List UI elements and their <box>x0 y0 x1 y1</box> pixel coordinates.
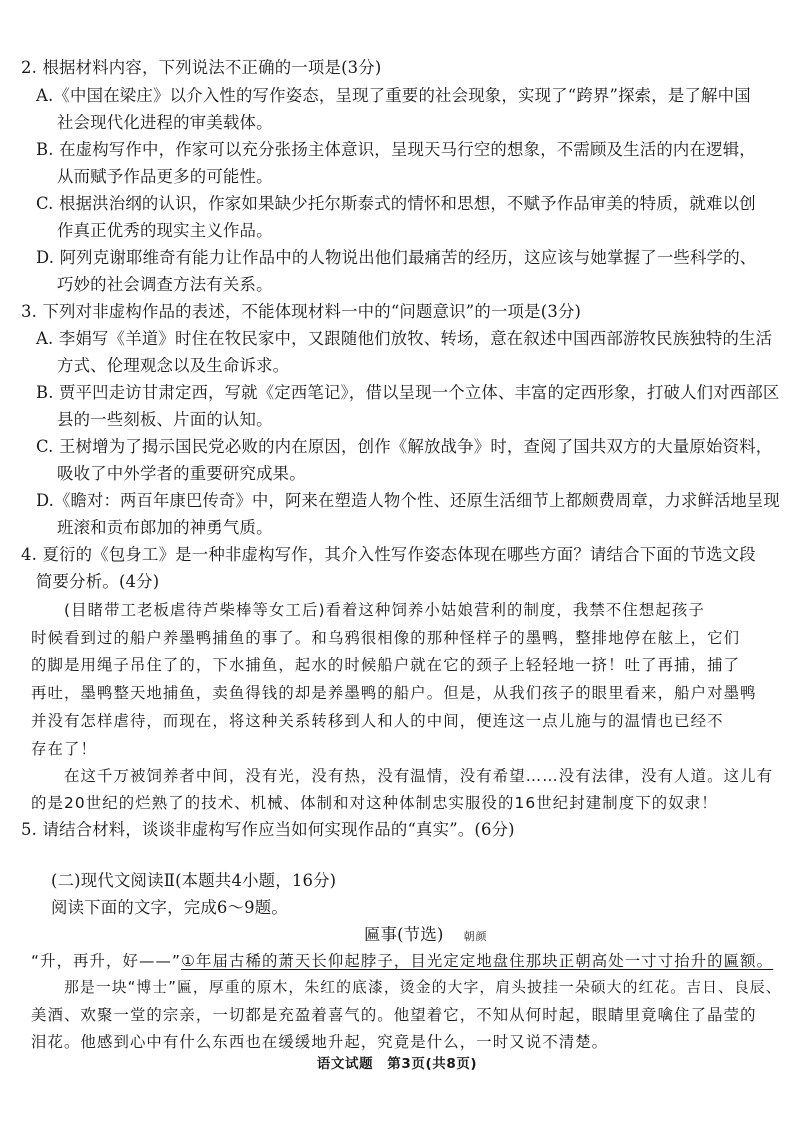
article-paragraph-line-2: 美酒、欢聚一堂的宗亲，一切都是充盈着喜气的。他望着它，不知从何时起，眼睛里竟噙住了晶莹的 <box>31 1006 757 1024</box>
excerpt-paragraph-1-line-3: 的脚是用绳子吊住了的，下水捕鱼，起水的时候船户就在它的颈子上轻轻地一挤！吐了再捕，捕了 <box>31 656 741 674</box>
article-paragraph-line-3: 泪花。他感到心中有什么东西也在缓缓地升起，究竟是什么，一时又说不清楚。 <box>31 1033 609 1051</box>
section-instruction: 阅读下面的文字，完成6～9题。 <box>51 898 288 917</box>
article-paragraph-line-1: 那是一块“博士”匾，厚重的原木，朱红的底漆，烫金的大字，肩头披挂一朵硕大的红花。吉日、良辰、 <box>64 979 782 996</box>
q3-option-a-cont: 方式、伦理观念以及生命诉求。 <box>57 356 290 375</box>
question-4-stem: 4. 夏衍的《包身工》是一种非虚构写作，其介入性写作姿态体现在哪些方面？请结合下面的节选文段 <box>21 545 756 564</box>
q2-option-b-cont: 从而赋予作品更多的可能性。 <box>57 167 273 186</box>
excerpt-paragraph-2-line-2: 的是20世纪的烂熟了的技术、机械、体制和对这种体制忠实服役的16世纪封建制度下的奴隶！ <box>31 794 718 812</box>
section-heading: (二)现代文阅读Ⅱ(本题共4小题，16分) <box>51 871 337 890</box>
q3-option-a: A. 李娟写《羊道》时住在牧民家中，又跟随他们放牧、转场，意在叙述中国西部游牧民族独特的生活 <box>36 329 773 348</box>
opening-quote: “升，再升，好——” <box>31 952 182 970</box>
q3-option-b: B. 贾平凹走访甘肃定西，写就《定西笔记》，借以呈现一个立体、丰富的定西形象，打破人们对西部区 <box>36 383 780 402</box>
article-opening-line <box>31 951 773 971</box>
article-author: 朝颜 <box>463 930 488 943</box>
article-title-line <box>364 925 488 947</box>
underlined-sentence-1: ①年届古稀的萧天长仰起脖子，目光定定地盘住那块正朝高处一寸寸抬升的匾额。 <box>181 952 774 970</box>
question-4-stem-cont: 简要分析。(4分) <box>36 572 160 591</box>
q3-option-c-cont: 吸收了中外学者的重要研究成果。 <box>57 464 306 483</box>
page-footer: 语文试题 第3页(共8页) <box>316 1056 478 1072</box>
question-2-stem: 2. 根据材料内容，下列说法不正确的一项是(3分) <box>21 58 382 77</box>
q3-option-b-cont: 县的一些刻板、片面的认知。 <box>57 410 273 429</box>
article-title: 匾事(节选) <box>364 925 444 944</box>
q2-option-c-cont: 作真正优秀的现实主义作品。 <box>57 221 273 240</box>
q3-option-d-cont: 班滚和贡布郎加的神勇气质。 <box>57 518 273 537</box>
q2-option-a-cont: 社会现代化进程的审美载体。 <box>57 113 273 132</box>
excerpt-paragraph-1-line-1: (目睹带工老板虐待芦柴棒等女工后)看着这种饲养小姑娘营利的制度，我禁不住想起孩子 <box>64 601 705 619</box>
q2-option-c: C. 根据洪治纲的认识，作家如果缺少托尔斯泰式的情怀和思想，不赋予作品审美的特质，就难以创 <box>36 194 756 213</box>
q2-option-d-cont: 巧妙的社会调查方法有关系。 <box>57 275 273 294</box>
excerpt-paragraph-1-line-5: 并没有怎样虐待，而现在，将这种关系转移到人和人的中间，便连这一点儿施与的温情也已经不 <box>31 712 724 730</box>
excerpt-paragraph-1-line-2: 时候看到过的船户养墨鸭捕鱼的事了。和乌鸦很相像的那种怪样子的墨鸭，整排地停在舷上，它们 <box>31 629 741 647</box>
q3-option-d: D.《瞻对：两百年康巴传奇》中，阿来在塑造人物个性、还原生活细节上都颇费周章，力求鲜活地呈现 <box>36 491 780 510</box>
excerpt-paragraph-1-line-4: 再吐，墨鸭整天地捕鱼，卖鱼得钱的却是养墨鸭的船户。但是，从我们孩子的眼里看来，船户对墨鸭 <box>31 684 757 702</box>
q2-option-a: A.《中国在梁庄》以介入性的写作姿态，呈现了重要的社会现象，实现了“跨界”探索，是了解中国 <box>36 86 751 105</box>
q3-option-c: C. 王树增为了揭示国民党必败的内在原因，创作《解放战争》时，查阅了国共双方的大量原始资料， <box>36 437 773 456</box>
q2-option-d: D. 阿列克谢耶维奇有能力让作品中的人物说出他们最痛苦的经历，这应该与她掌握了一些科学的、 <box>36 248 757 267</box>
excerpt-paragraph-1-line-6: 存在了！ <box>31 740 97 758</box>
excerpt-paragraph-2-line-1: 在这千万被饲养者中间，没有光，没有热，没有温情，没有希望……没有法律，没有人道。这儿有 <box>64 767 774 785</box>
question-3-stem: 3. 下列对非虚构作品的表述，不能体现材料一中的“问题意识”的一项是(3分) <box>21 302 582 321</box>
question-5-stem: 5. 请结合材料，谈谈非虚构写作应当如何实现作品的“真实”。(6分) <box>21 820 515 839</box>
q2-option-b: B. 在虚构写作中，作家可以充分张扬主体意识，呈现天马行空的想象，不需顾及生活的内在逻辑， <box>36 140 756 159</box>
